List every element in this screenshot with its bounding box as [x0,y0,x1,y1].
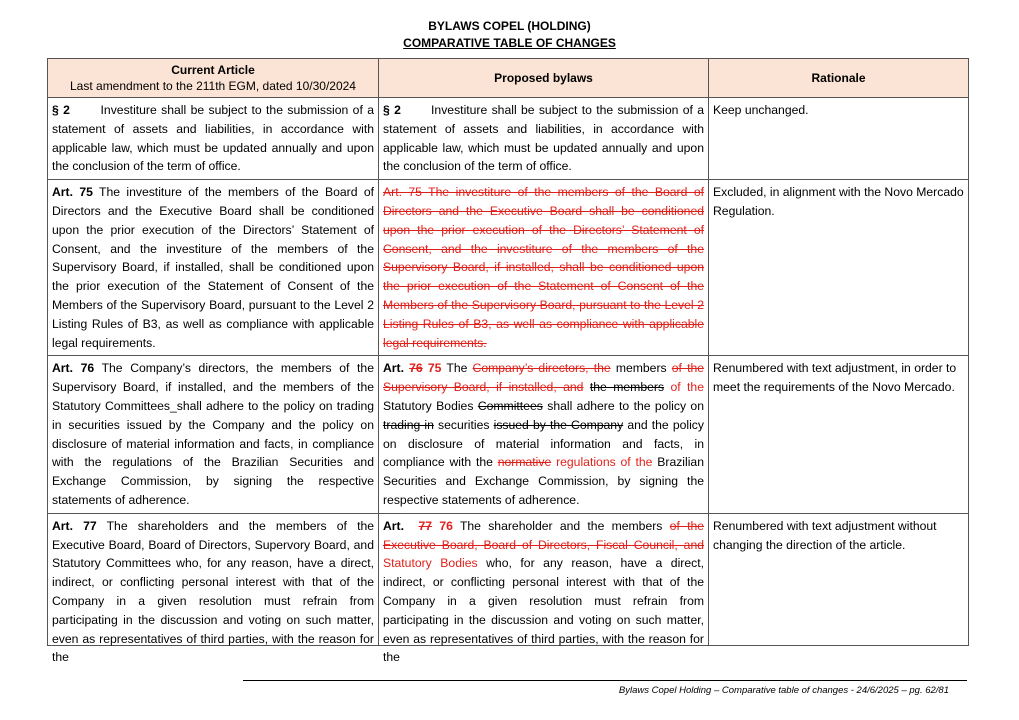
document-header [0,18,1019,52]
table-row [48,356,969,513]
current-article-cell [48,513,379,665]
deleted-article-number: 77 [418,518,433,533]
current-article-cell [48,180,379,356]
inserted-text: Statutory Bodies [383,556,478,571]
article-label: Art. 75 [52,185,93,200]
table-header-row [48,59,969,98]
article-text: Investiture shall be subject to the submission of a statement of assets and liabilities, in accordance with applicable law, which must be updated annually and upon the conclusion of the term of office. [383,103,704,174]
article-text: Brazilian Securities and Exchange Commission, by signing the respective statements of adherence. [383,455,704,507]
deleted-text: of the Supervisory Board, if installed, and [383,361,705,395]
new-article-number: 75 [427,361,442,376]
article-text: shall adhere to the policy on [547,398,704,413]
inserted-text: of the [670,380,704,395]
deleted-text: Company’s directors, the [472,361,611,376]
struck-text: trading in [383,417,434,432]
rationale-cell: Renumbered with text adjustment, in order to meet the requirements of the Novo Mercado. [709,356,969,513]
article-text: The investiture of the members of the Board of Directors and the Executive Board shall be conditioned upon the prior execution of the Directors’ Statement of Consent, and the investiture of the members of the Supervisory Board, if installed, shall be conditioned upon the prior execution of the Statement of Consent of the Members of the Supervisory Board, pursuant to the Level 2 Listing Rules of B3, as well as compliance with applicable legal requirements. [52,185,374,350]
article-text: and the policy on disclosure of material information and facts, in compliance with the [383,417,704,470]
article-label: Art. 76 [52,361,95,376]
document-subtitle: COMPARATIVE TABLE OF CHANGES [403,36,616,50]
column-header-proposed: Proposed bylaws [379,59,709,98]
clipped-cell-content [52,517,375,665]
new-article-number: 76 [439,518,453,533]
article-text: The [446,361,468,376]
deleted-text: normative [497,455,552,470]
table-row [48,98,969,180]
article-label: Art. [383,518,404,533]
struck-text: Committees [477,398,543,413]
column-header-current [48,59,379,98]
struck-text: issued by the Company [493,417,624,432]
article-label: Art. [383,361,404,376]
current-article-subtitle: Last amendment to the 211th EGM, dated 10/30/2024 [70,79,356,93]
proposed-article-cell [379,98,709,180]
current-article-title: Current Article [171,63,255,77]
current-article-cell [48,356,379,513]
struck-text: the members [589,380,665,395]
article-text: who, for any reason, have a direct, indirect, or conflicting personal interest with that of the Company in a given resolution must refrain from participating in the discussion and voting on such matter, even as representatives of third parties, with the reason for the [383,556,704,665]
rationale-cell: Keep unchanged. [709,98,969,180]
paragraph-label: § 2 [52,103,70,117]
deleted-article-number: 76 [409,361,423,376]
article-text: members [615,361,667,376]
article-text: securities [438,417,490,432]
current-article-cell [48,98,379,180]
clipped-cell-content: Renumbered with text adjustment without changing the direction of the article. [713,518,937,552]
comparative-table [47,58,969,665]
article-text: The shareholder and the members [459,518,663,533]
document-title: BYLAWS COPEL (HOLDING) [428,19,591,33]
article-text: The shareholders and the members of the Executive Board, Board of Directors, Supervory Board, and Statutory Committees who, for any reason, have a direct, indirect, or conflicting personal interest with that of the Company in a given resolution must refrain from participating in the discussion and voting on such matter, even as representatives of third parties, with the reason for the [52,518,375,665]
deleted-text: Art. 75 The investiture of the members of the Board of Directors and the Executive Board shall be conditioned upon the prior execution of the Directors’ Statement of Consent, and the investiture of the members of the Supervisory Board, if installed, shall be conditioned upon the prior execution of the Statement of Consent of the Members of the Supervisory Board, pursuant to the Level 2 Listing Rules of B3, as well as compliance with applicable legal requirements. [383,185,704,350]
paragraph-label: § 2 [383,103,401,117]
page-footer: Bylaws Copel Holding – Comparative table of changes - 24/6/2025 – pg. 62/81 [618,685,949,696]
article-label: Art. 77 [52,518,97,533]
proposed-article-cell [379,513,709,665]
inserted-text: regulations of the [556,455,653,470]
proposed-article-cell [379,356,709,513]
rationale-cell [709,513,969,645]
table-row [48,513,969,645]
article-text: The Company’s directors, the members of the Supervisory Board, if installed, and the members of the Statutory Committees_shall adhere to the policy on trading in securities issued by the Company and the policy on disclosure of material information and facts, in compliance with the regulations of the Brazilian Securities and Exchange Commission, by signing the respective statements of adherence. [52,361,374,507]
clipped-cell-content [383,517,705,665]
table-row [48,180,969,356]
rationale-cell: Excluded, in alignment with the Novo Mercado Regulation. [709,180,969,356]
column-header-rationale: Rationale [709,59,969,98]
deleted-text: of the Executive Board, Board of Directors, Fiscal Council, and [383,518,705,552]
article-text: Investiture shall be subject to the submission of a statement of assets and liabilities, in accordance with applicable law, which must be updated annually and upon the conclusion of the term of office. [52,103,374,174]
proposed-article-cell [379,180,709,356]
article-text: Statutory Bodies [383,398,474,413]
footer-divider [243,680,967,681]
